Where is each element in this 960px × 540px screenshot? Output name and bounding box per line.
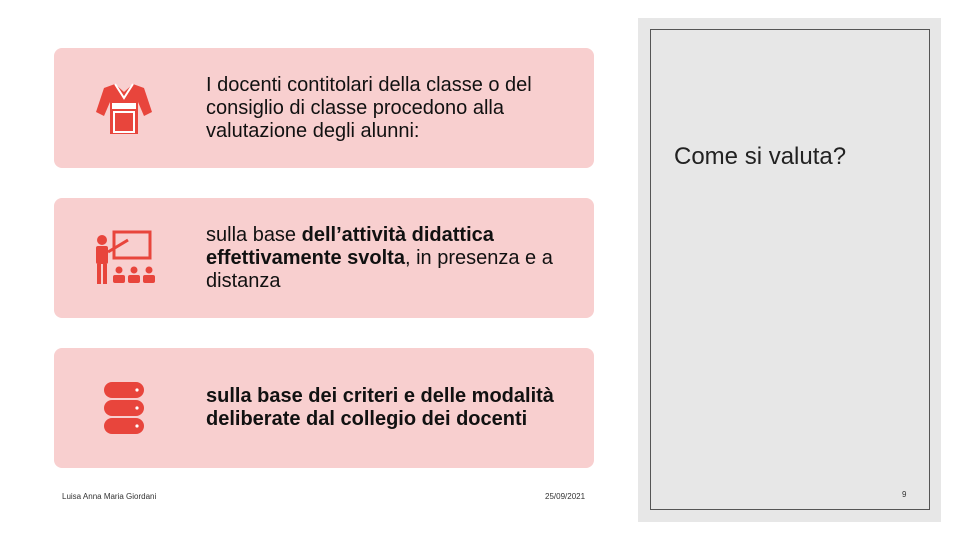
card-1-text: I docenti contitolari della classe o del consiglio di classe procedono alla valutazione degli alunni: xyxy=(206,73,532,142)
database-icon xyxy=(92,376,156,440)
footer-author: Luisa Anna Maria Giordani xyxy=(62,492,157,501)
card-text-1 xyxy=(206,48,582,168)
card-2-text-bold: dell’attività didattica effettivamente svolta xyxy=(206,223,494,269)
footer-date: 25/09/2021 xyxy=(545,492,586,501)
info-card-1 xyxy=(54,48,594,168)
card-text-3 xyxy=(206,348,582,468)
card-text-2 xyxy=(206,198,582,318)
side-panel-frame xyxy=(650,29,930,510)
teacher-presentation-icon xyxy=(92,226,156,290)
card-3-text: sulla base dei criteri e delle modalità deliberate dal collegio dei docenti xyxy=(206,385,554,430)
info-card-2 xyxy=(54,198,594,318)
card-2-text-prefix: sulla base xyxy=(206,223,302,246)
slide-title: Come si valuta? xyxy=(674,143,847,170)
card-2-text-suffix: , in presenza e a distanza xyxy=(206,246,553,292)
info-card-3 xyxy=(54,348,594,468)
kimono-icon xyxy=(92,76,156,140)
page-number: 9 xyxy=(902,490,907,499)
